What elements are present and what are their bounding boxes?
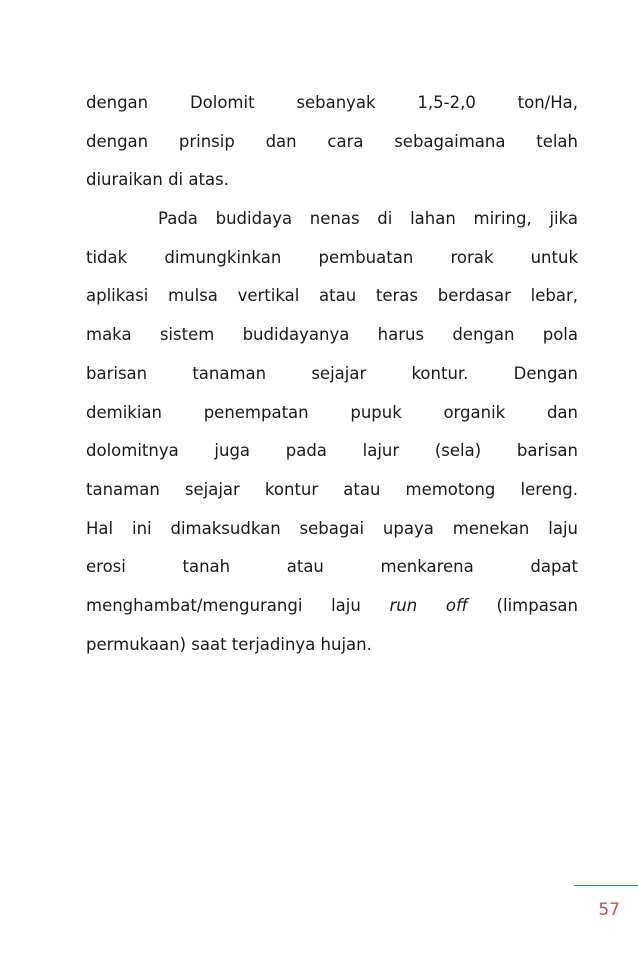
text-line: tanaman sejajar kontur atau memotong lereng. [86,479,578,499]
text-line: dolomitnya juga pada lajur (sela) barisan [86,441,578,461]
text-line: demikian penempatan pupuk organik dan [86,402,578,422]
text-line: aplikasi mulsa vertikal atau teras berdasar lebar, [86,286,578,306]
text-line: Hal ini dimaksudkan sebagai upaya menekan laju [86,518,578,538]
text-line: dengan Dolomit sebanyak 1,5-2,0 ton/Ha, [86,93,578,112]
text-segment: menghambat/mengurangi laju [86,595,390,615]
text-line: tidak dimungkinkan pembuatan rorak untuk [86,247,578,267]
text-line: permukaan) saat terjadinya hujan. [86,634,372,654]
text-line: maka sistem budidayanya harus dengan pola [86,325,578,345]
text-line: erosi tanah atau menkarena dapat [86,557,578,577]
italic-term: run off [389,595,468,615]
text-line: barisan tanaman sejajar kontur. Dengan [86,363,578,383]
text-line: Pada budidaya nenas di lahan miring, jika [158,209,578,229]
text-line-with-italic [86,587,578,626]
text-line: dengan prinsip dan cara sebagaimana telah [86,131,578,151]
text-line: diuraikan di atas. [86,170,229,190]
text-segment: (limpasan [467,595,578,615]
page-number: 57 [598,900,620,920]
footer-rule [574,885,638,886]
page-body [86,84,578,664]
